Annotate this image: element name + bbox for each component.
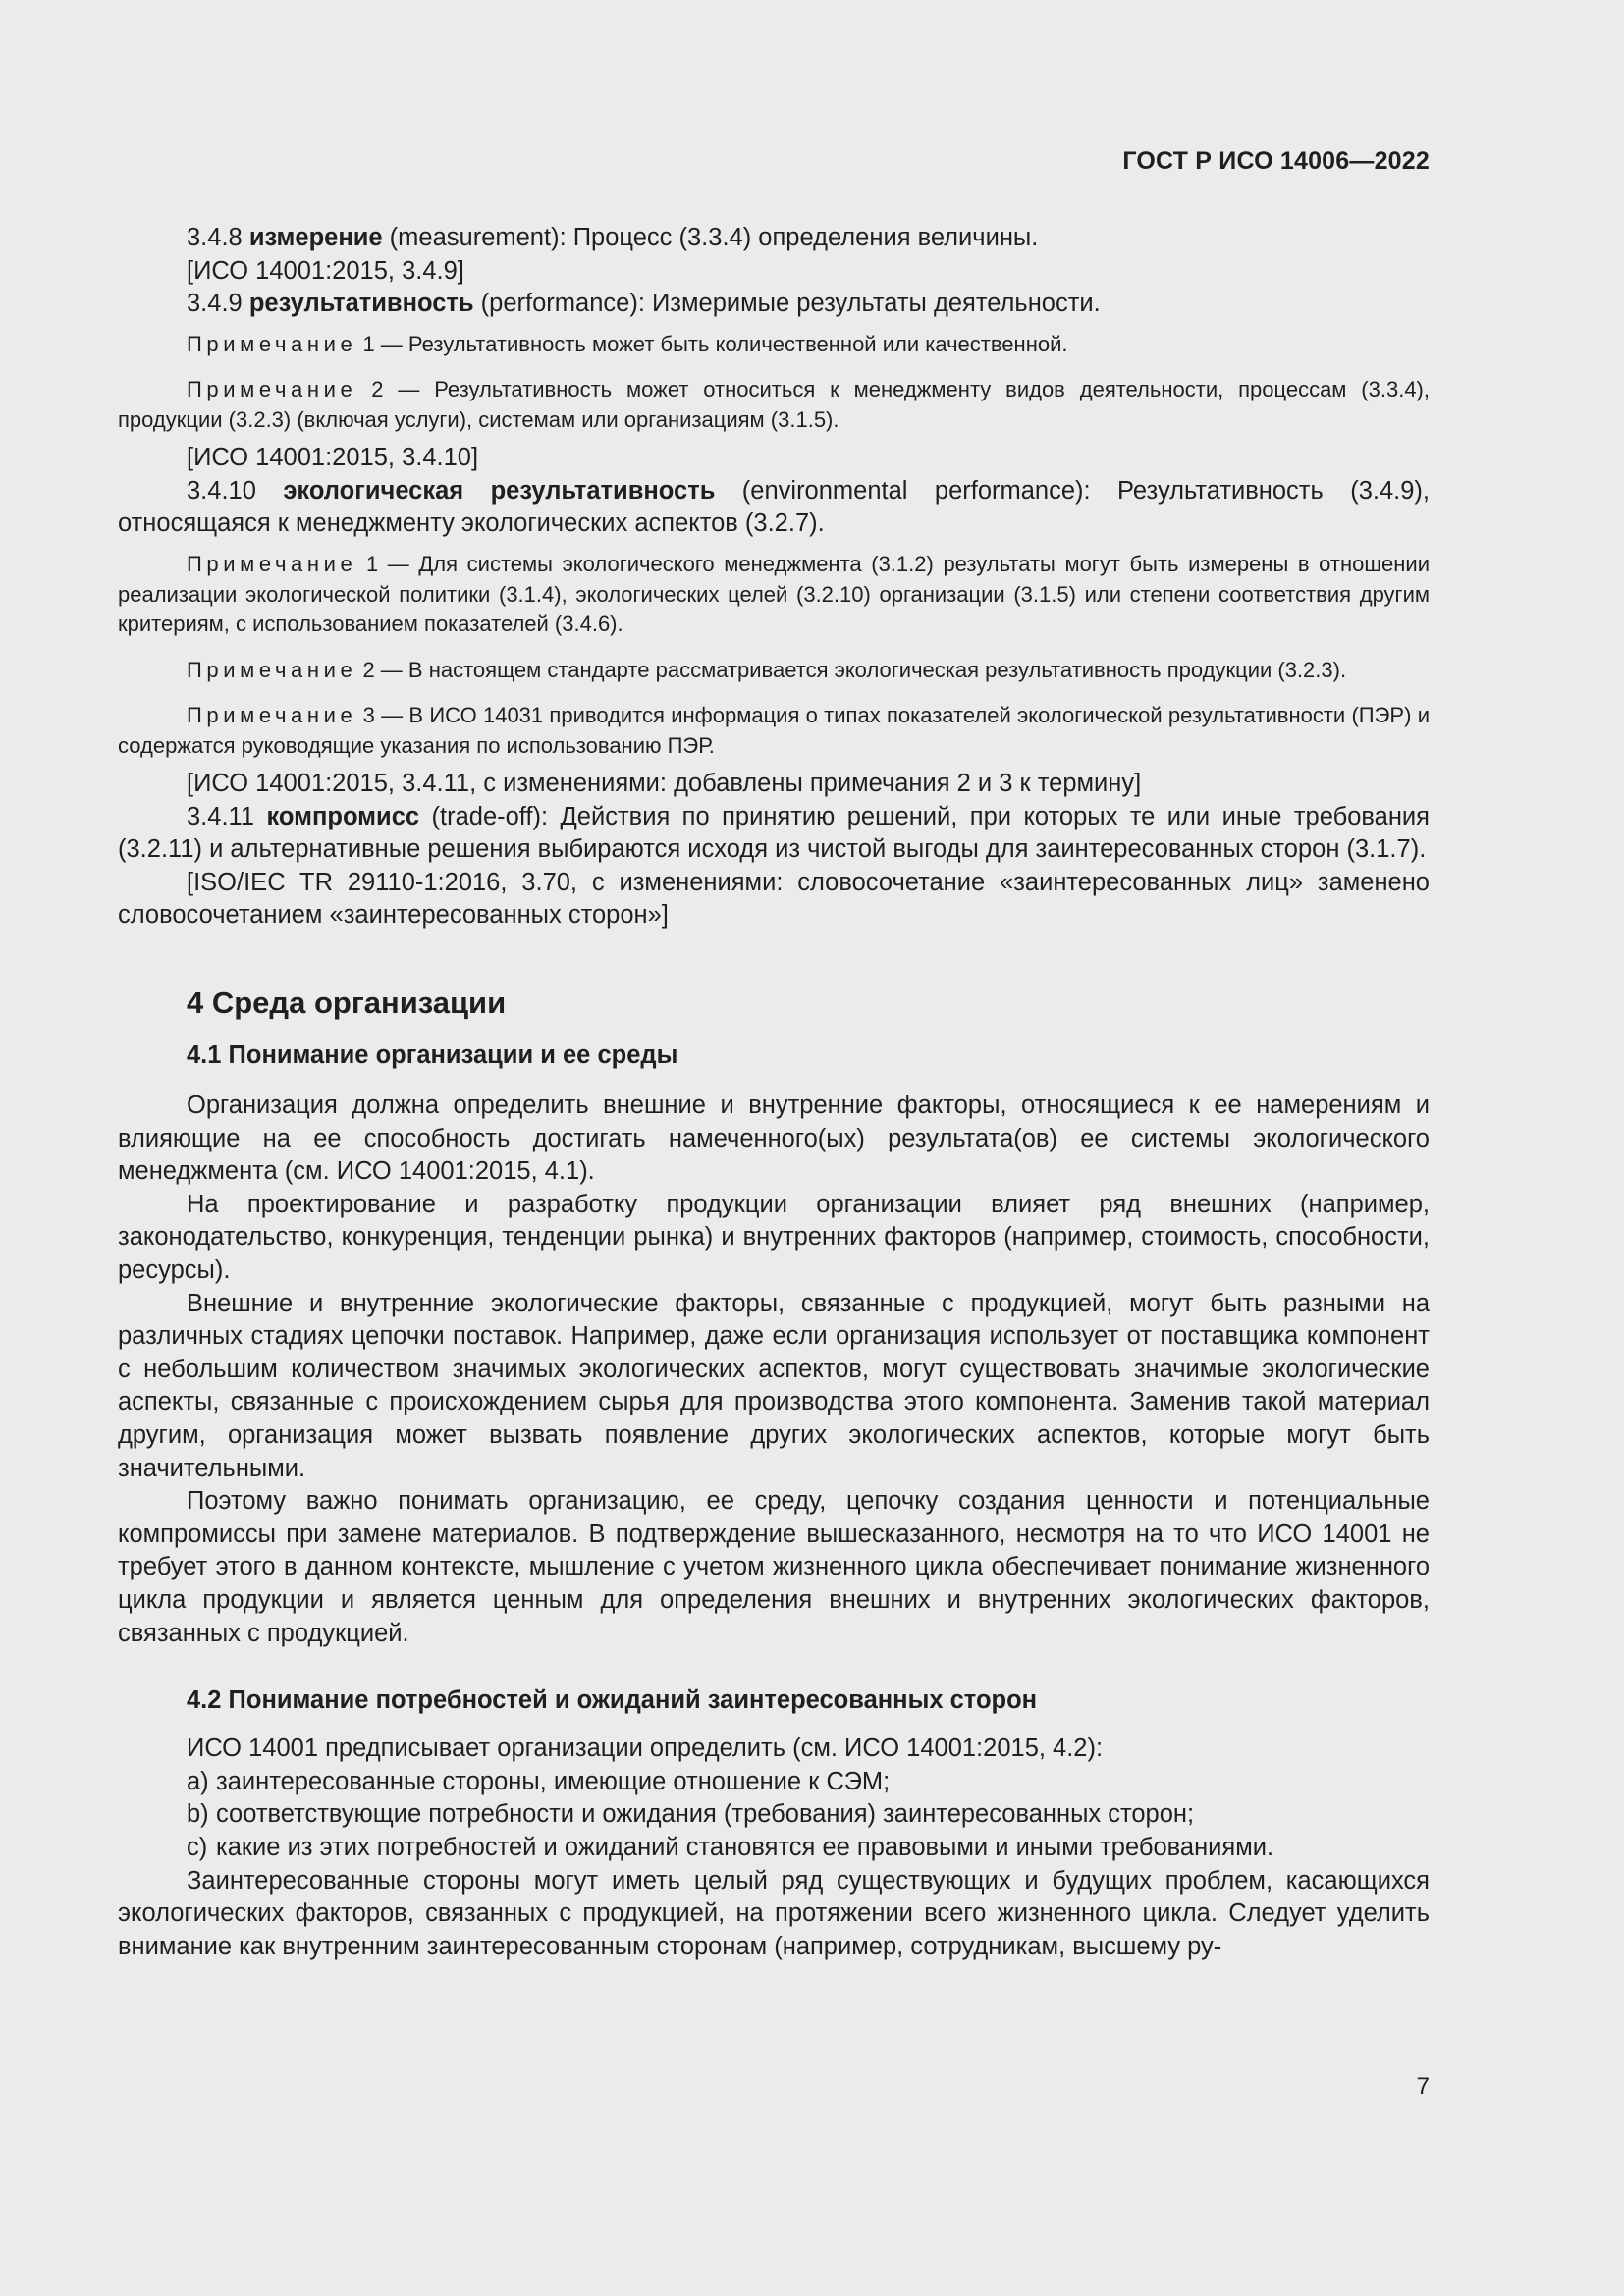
paragraph: На проектирование и разработку продукции организации влияет ряд внешних (например, законодательство, конкуренция, тенденции рынка) и внутренних факторов (например, стоимость, способности, ресурсы).: [118, 1190, 1430, 1284]
list-item: a) заинтересованные стороны, имеющие отношение к СЭМ;: [187, 1767, 891, 1795]
term-note: Примечание 1 — Для системы экологического менеджмента (3.1.2) результаты могут быть измерены в отношении реализации экологической политики (3.1.4), экологических целей (3.2.10) организации (3.1.5) или степени соответствия другим критериям, с использованием показателей (3.4.6).: [118, 552, 1430, 637]
term-name: экологическая результативность: [283, 476, 716, 505]
term-name: компромисс: [266, 802, 420, 830]
list-item: c) какие из этих потребностей и ожиданий становятся ее правовыми и иными требованиями.: [187, 1833, 1274, 1861]
paragraph: Организация должна определить внешние и внутренние факторы, относящиеся к ее намерениям и влияющие на ее способность достигать намеченного(ых) результата(ов) ее системы экологического менеджмента (см. ИСО 14001:2015, 4.1).: [118, 1092, 1430, 1186]
term-3-4-8: 3.4.8 измерение (measurement): Процесс (3.3.4) определения величины.: [187, 224, 1039, 251]
term-note: Примечание 2 — В настоящем стандарте рассматривается экологическая результативность продукции (3.2.3).: [187, 657, 1347, 682]
term-3-4-10: 3.4.10 экологическая результативность (environmental performance): Результативность (3.4.9), относящаяся к менеджменту экологических аспектов (3.2.7).: [118, 476, 1430, 538]
page-number: 7: [1416, 2073, 1430, 2100]
term-note: Примечание 3 — В ИСО 14031 приводится информация о типах показателей экологической результативности (ПЭР) и содержатся руководящие указания по использованию ПЭР.: [118, 703, 1430, 758]
term-source: [ИСО 14001:2015, 3.4.9]: [187, 256, 464, 285]
term-3-4-9: 3.4.9 результативность (performance): Измеримые результаты деятельности.: [187, 290, 1101, 318]
paragraph: Заинтересованные стороны могут иметь целый ряд существующих и будущих проблем, касающихся экологических факторов, связанных с продукцией, на протяжении всего жизненного цикла. Следует уделить внимание как внутренним заинтересованным сторонам (например, сотрудникам, высшему ру-: [118, 1866, 1430, 1960]
paragraph: Поэтому важно понимать организацию, ее среду, цепочку создания ценности и потенциальные компромиссы при замене материалов. В подтверждение вышесказанного, несмотря на то что ИСО 14001 не требует этого в данном контексте, мышление с учетом жизненного цикла обеспечивает понимание жизненного цикла продукции и является ценным для определения внешних и внутренних экологических факторов, связанных с продукцией.: [118, 1487, 1430, 1647]
subsection-heading: 4.2 Понимание потребностей и ожиданий заинтересованных сторон: [187, 1686, 1038, 1715]
term-note: Примечание 1 — Результативность может быть количественной или качественной.: [187, 331, 1068, 356]
subsection-heading: 4.1 Понимание организации и ее среды: [187, 1041, 678, 1070]
term-source: [ISO/IEC TR 29110-1:2016, 3.70, с изменениями: словосочетание «заинтересованных лиц» заменено словосочетанием «заинтересованных сторон»]: [118, 868, 1430, 930]
page-content: [118, 222, 1430, 1963]
paragraph: Внешние и внутренние экологические факторы, связанные с продукцией, могут быть разными на различных стадиях цепочки поставок. Например, даже если организация использует от поставщика компонент с небольшим количеством значимых экологических аспектов, могут существовать значимые экологические аспекты, связанные с происхождением сырья для производства этого компонента. Заменив такой материал другим, организация может вызвать появление других экологических аспектов, которые могут быть значительными.: [118, 1289, 1430, 1482]
term-name: результативность: [248, 290, 474, 318]
term-name: измерение: [248, 224, 383, 251]
document-code-header: ГОСТ Р ИСО 14006—2022: [1122, 147, 1430, 175]
paragraph: ИСО 14001 предписывает организации определить (см. ИСО 14001:2015, 4.2):: [187, 1735, 1104, 1763]
term-3-4-11: 3.4.11 компромисс (trade-off): Действия по принятию решений, при которых те или иные требования (3.2.11) и альтернативные решения выбираются исходя из чистой выгоды для заинтересованных сторон (3.1.7).: [118, 802, 1430, 864]
term-source: [ИСО 14001:2015, 3.4.11, с изменениями: добавлены примечания 2 и 3 к термину]: [187, 770, 1142, 798]
term-note: Примечание 2 — Результативность может относиться к менеджменту видов деятельности, процессам (3.3.4), продукции (3.2.3) (включая услуги), системам или организациям (3.1.5).: [118, 377, 1430, 432]
list-item: b) соответствующие потребности и ожидания (требования) заинтересованных сторон;: [187, 1800, 1195, 1829]
section-heading: 4 Среда организации: [187, 986, 507, 1021]
term-source: [ИСО 14001:2015, 3.4.10]: [187, 444, 479, 472]
